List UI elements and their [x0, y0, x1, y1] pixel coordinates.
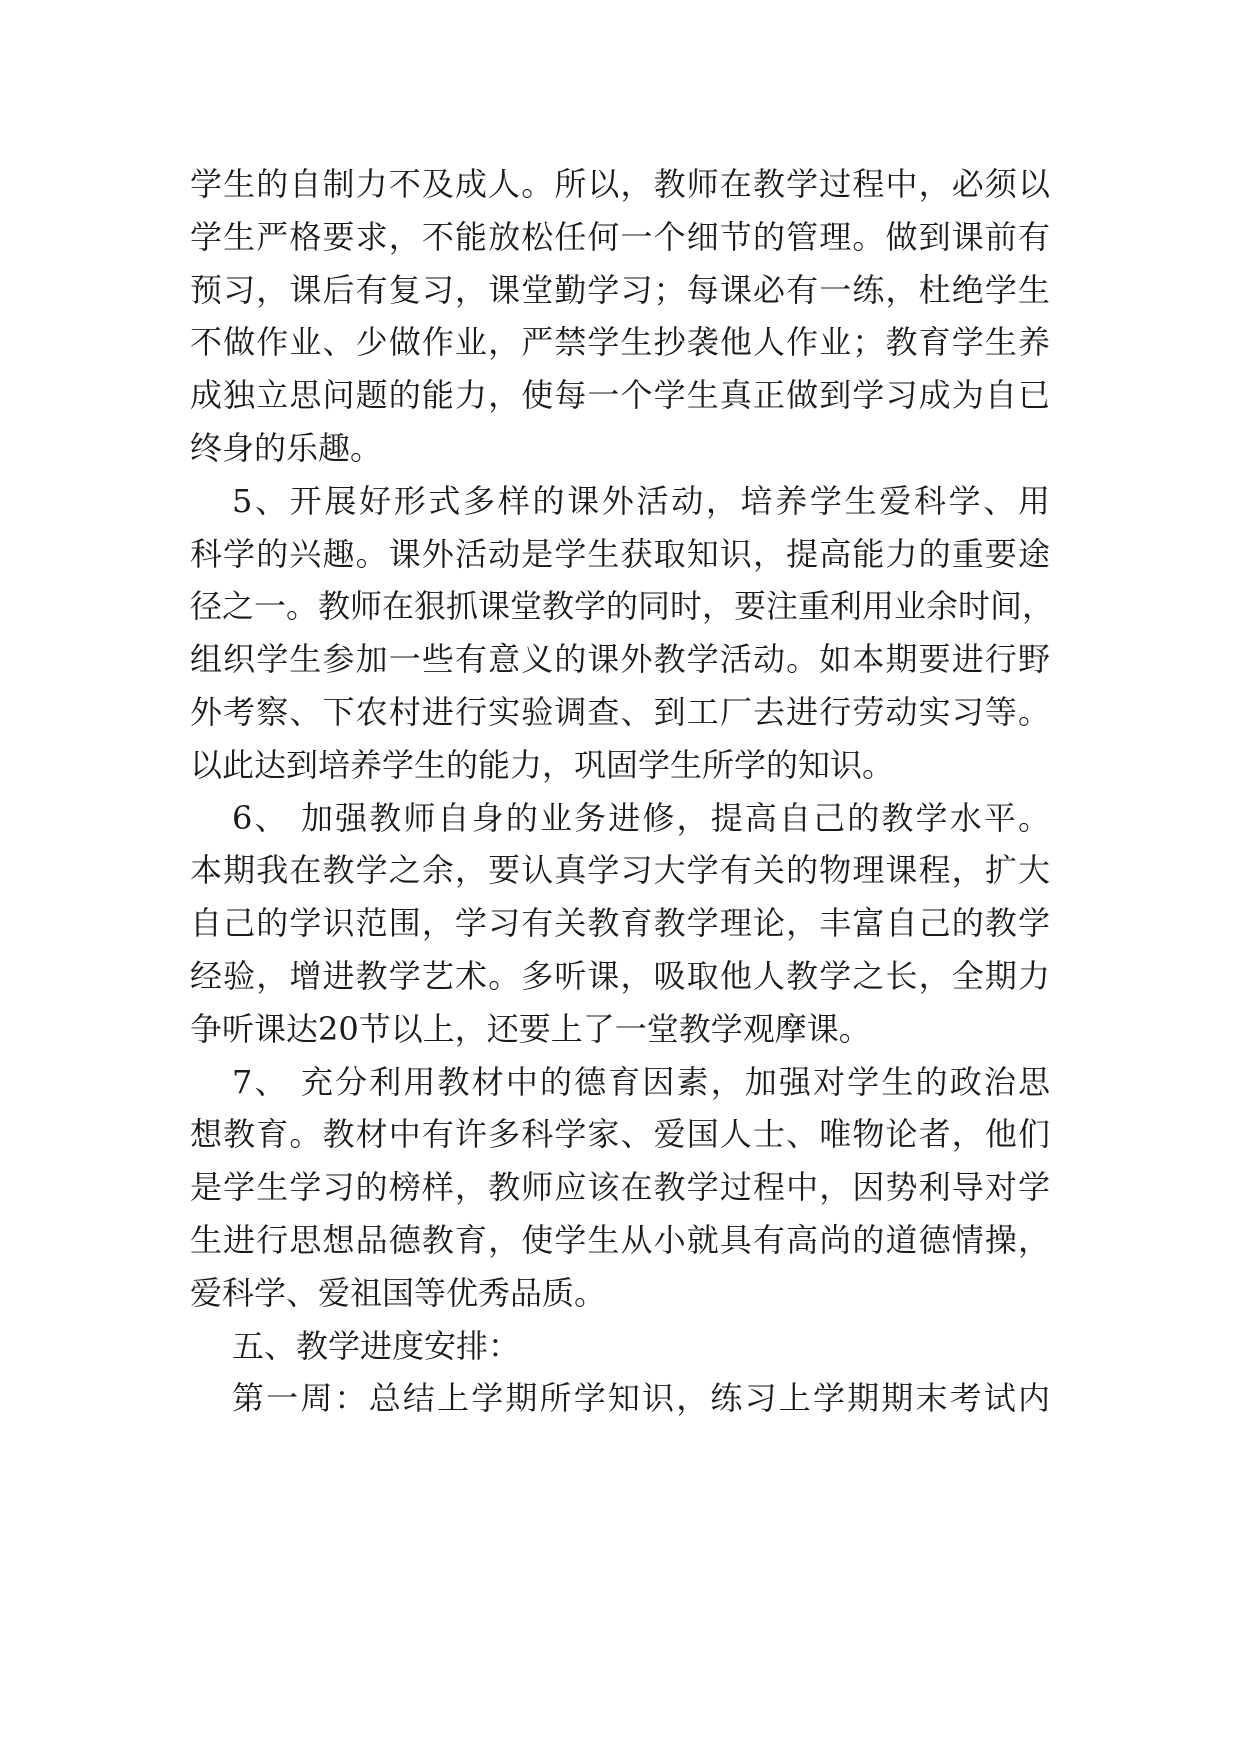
text-line: 不做作业、少做作业，严禁学生抄袭他人作业；教育学生养 — [190, 323, 1050, 362]
text-line: 以此达到培养学生的能力，巩固学生所学的知识。 — [190, 745, 895, 784]
text-line: 第一周：总结上学期所学知识，练习上学期期末考试内 — [232, 1379, 1050, 1418]
text-line: 6、 加强教师自身的业务进修，提高自己的教学水平。 — [232, 798, 1050, 837]
text-line: 终身的乐趣。 — [190, 429, 383, 467]
text-line: 自己的学识范围，学习有关教育教学理论，丰富自己的教学 — [190, 904, 1050, 943]
text-line: 想教育。教材中有许多科学家、爱国人士、唯物论者，他们 — [190, 1115, 1050, 1154]
text-line: 组织学生参加一些有意义的课外教学活动。如本期要进行野 — [190, 640, 1050, 679]
text-line: 是学生学习的榜样，教师应该在教学过程中，因势利导对学 — [190, 1168, 1050, 1207]
text-line: 成独立思问题的能力，使每一个学生真正做到学习成为自已 — [190, 376, 1050, 415]
text-line: 5、开展好形式多样的课外活动，培养学生爱科学、用 — [232, 481, 1050, 520]
text-line: 学生严格要求，不能放松任何一个细节的管理。做到课前有 — [190, 217, 1050, 256]
text-line: 学生的自制力不及成人。所以，教师在教学过程中，必须以 — [190, 165, 1050, 203]
text-line: 争听课达20节以上，还要上了一堂教学观摩课。 — [190, 1009, 871, 1048]
text-line: 本期我在教学之余，要认真学习大学有关的物理课程，扩大 — [190, 851, 1050, 890]
text-line: 科学的兴趣。课外活动是学生获取知识，提高能力的重要途 — [190, 534, 1050, 573]
text-line: 预习，课后有复习，课堂勤学习；每课必有一练，杜绝学生 — [190, 270, 1050, 309]
text-line: 径之一。教师在狠抓课堂教学的同时，要注重利用业余时间， — [190, 587, 1055, 626]
text-line: 五、教学进度安排： — [232, 1326, 521, 1365]
text-line: 爱科学、爱祖国等优秀品质。 — [190, 1273, 607, 1312]
text-line: 经验，增进教学艺术。多听课，吸取他人教学之长，全期力 — [190, 957, 1050, 995]
text-line: 外考察、下农村进行实验调查、到工厂去进行劳动实习等。 — [190, 693, 1050, 731]
text-line: 生进行思想品德教育，使学生从小就具有高尚的道德情操， — [190, 1221, 1050, 1259]
text-line: 7、 充分利用教材中的德育因素，加强对学生的政治思 — [232, 1062, 1050, 1101]
